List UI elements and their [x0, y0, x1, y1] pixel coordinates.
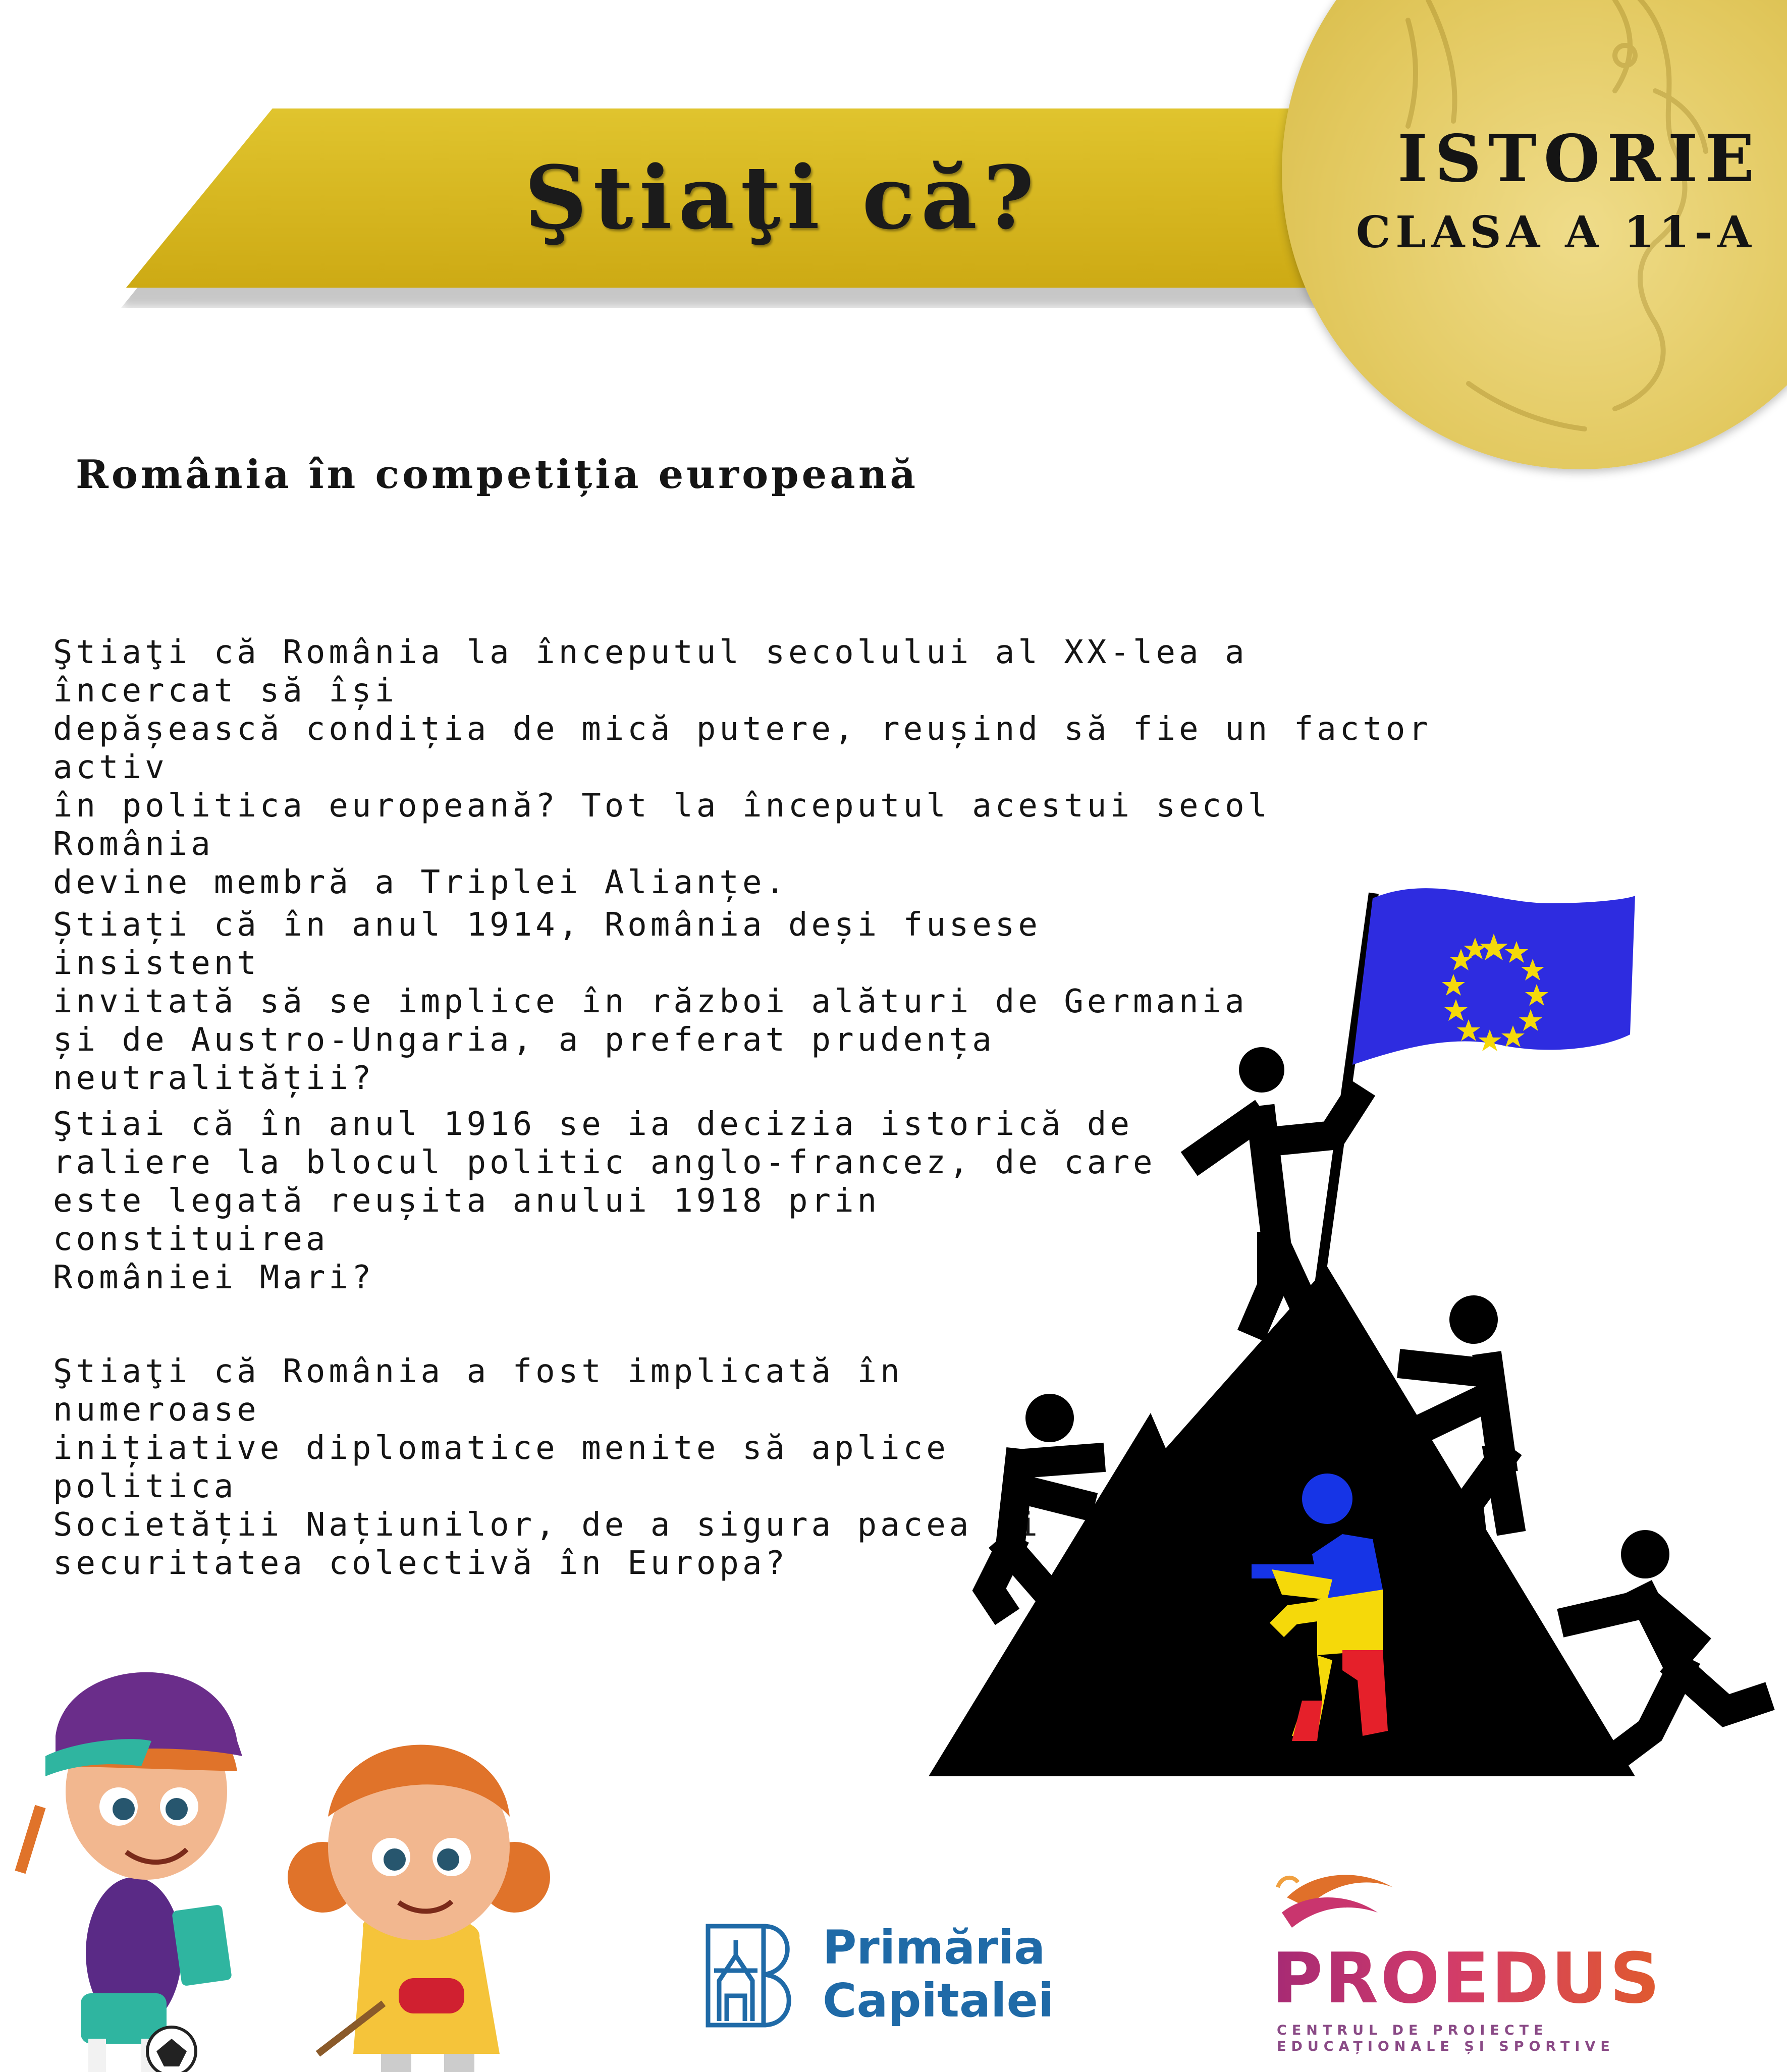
- climbing-figures-illustration: [929, 883, 1786, 1791]
- paragraph-1: Ştiaţi că România la începutul secolului al XX-lea a încercat să își depășească condiția de mică putere, reușind să fie un factor activ în politica europeană? Tot la începutul acestui secol România devine membră a Triplei Alianțe.: [53, 634, 1432, 901]
- primaria-emblem-icon: [704, 1920, 800, 2031]
- girl-figure: [288, 1745, 550, 2072]
- proedus-tagline-line2: EDUCAȚIONALE ȘI SPORTIVE: [1277, 2039, 1615, 2054]
- eu-flag-icon: [1352, 888, 1635, 1065]
- proedus-tagline-line1: CENTRUL DE PROIECTE: [1277, 2023, 1548, 2038]
- proedus-swirl-icon: [1272, 1867, 1403, 1948]
- paragraph-3: Ştiai că în anul 1916 se ia decizia istorică de raliere la blocul politic anglo-francez, de care este legată reușita anului 1918 prin constituirea României Mari?: [53, 1106, 1156, 1296]
- banner-title: Ştiaţi că?: [524, 146, 1041, 249]
- paragraph-2: Știați că în anul 1914, România deși fusese insistent invitată să se implice în război alături de Germania și de Austro-Ungaria, a preferat prudența neutralității?: [53, 906, 1248, 1097]
- boy-figure: [20, 1672, 242, 2072]
- proedus-logo: [1272, 1867, 1662, 2059]
- running-figure: [1575, 1530, 1756, 1746]
- class-label: CLASA A 11-A: [1356, 207, 1756, 258]
- primaria-name-line2: Capitalei: [823, 1974, 1054, 2028]
- paragraph-4: Ştiaţi că România a fost implicată în numeroase inițiative diplomatice menite să aplice politica Societății Națiunilor, de a sigura pacea și securitatea colectivă în Europa?: [53, 1353, 1041, 1582]
- mountain-shape: [929, 1267, 1635, 1776]
- proedus-wordmark: PROEDUS: [1272, 1938, 1662, 2019]
- section-title: România în competiția europeană: [76, 452, 919, 498]
- kids-illustration: [0, 1554, 565, 2072]
- primaria-capitalei-logo: [704, 1920, 1088, 2041]
- primaria-name-line1: Primăria: [823, 1921, 1046, 1975]
- subject-title: ISTORIE: [1397, 121, 1761, 197]
